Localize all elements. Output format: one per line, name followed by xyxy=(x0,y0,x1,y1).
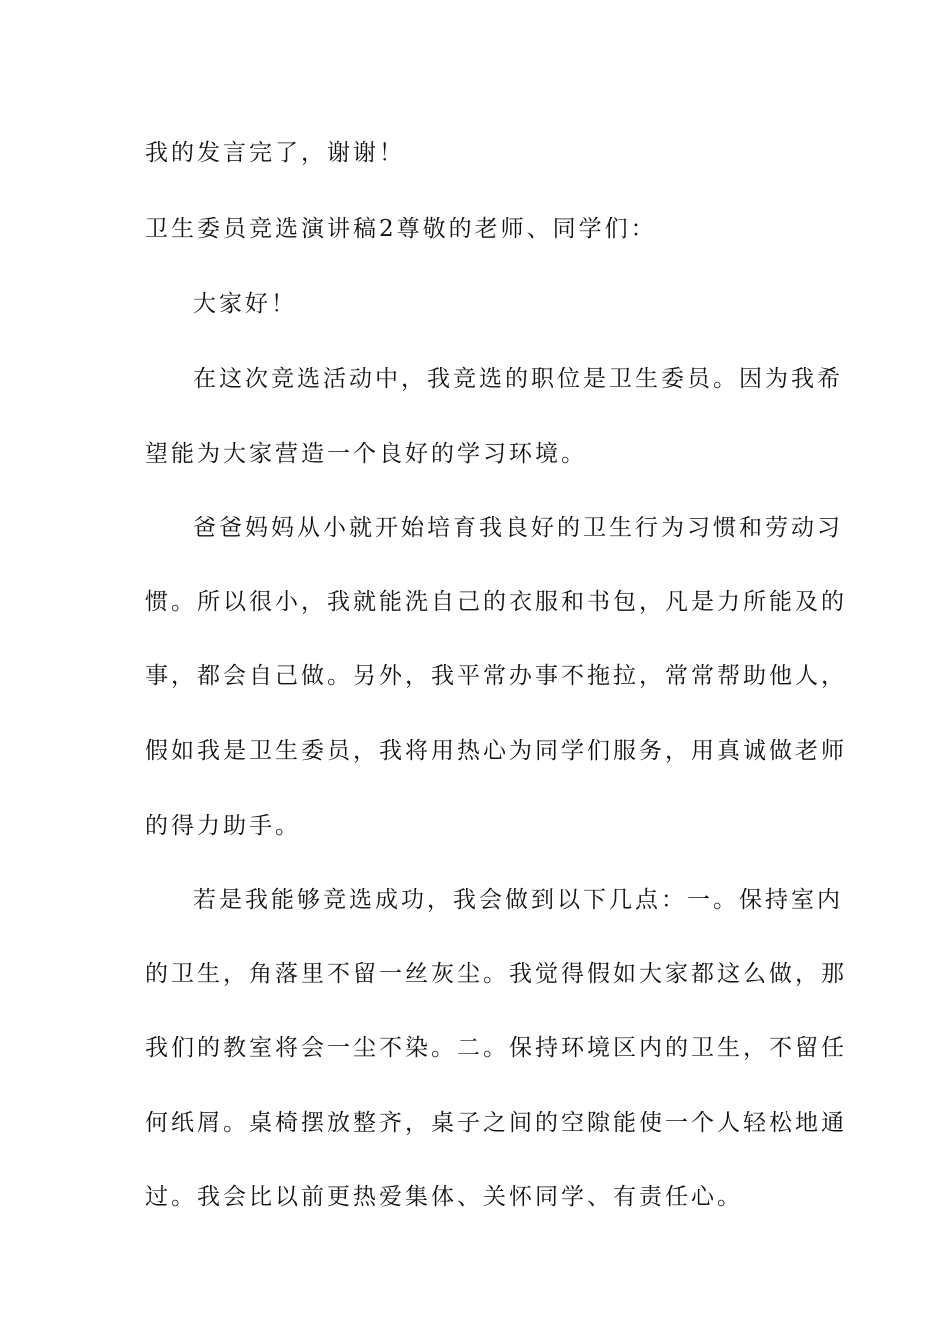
text-line: 若是我能够竞选成功，我会做到以下几点：一。保持室内 xyxy=(193,887,843,913)
text-line: 的得力助手。 xyxy=(145,813,301,839)
text-line: 事，都会自己做。另外，我平常办事不拖拉，常常帮助他人， xyxy=(145,663,847,689)
text-line: 我的发言完了，谢谢！ xyxy=(145,140,405,166)
text-line: 惯。所以很小，我就能洗自己的衣服和书包，凡是力所能及的 xyxy=(145,589,847,615)
text-line: 假如我是卫生委员，我将用热心为同学们服务，用真诚做老师 xyxy=(145,738,847,764)
text-line: 大家好！ xyxy=(193,291,297,317)
text-line: 望能为大家营造一个良好的学习环境。 xyxy=(145,441,587,467)
text-line: 我们的教室将会一尘不染。二。保持环境区内的卫生，不留任 xyxy=(145,1035,847,1061)
text-line: 的卫生，角落里不留一丝灰尘。我觉得假如大家都这么做，那 xyxy=(145,961,847,987)
text-line: 在这次竞选活动中，我竞选的职位是卫生委员。因为我希 xyxy=(193,366,843,392)
text-line: 卫生委员竞选演讲稿2尊敬的老师、同学们： xyxy=(145,216,657,242)
text-line: 过。我会比以前更热爱集体、关怀同学、有责任心。 xyxy=(145,1184,743,1210)
text-line: 何纸屑。桌椅摆放整齐，桌子之间的空隙能使一个人轻松地通 xyxy=(145,1110,847,1136)
text-line: 爸爸妈妈从小就开始培育我良好的卫生行为习惯和劳动习 xyxy=(193,515,843,541)
